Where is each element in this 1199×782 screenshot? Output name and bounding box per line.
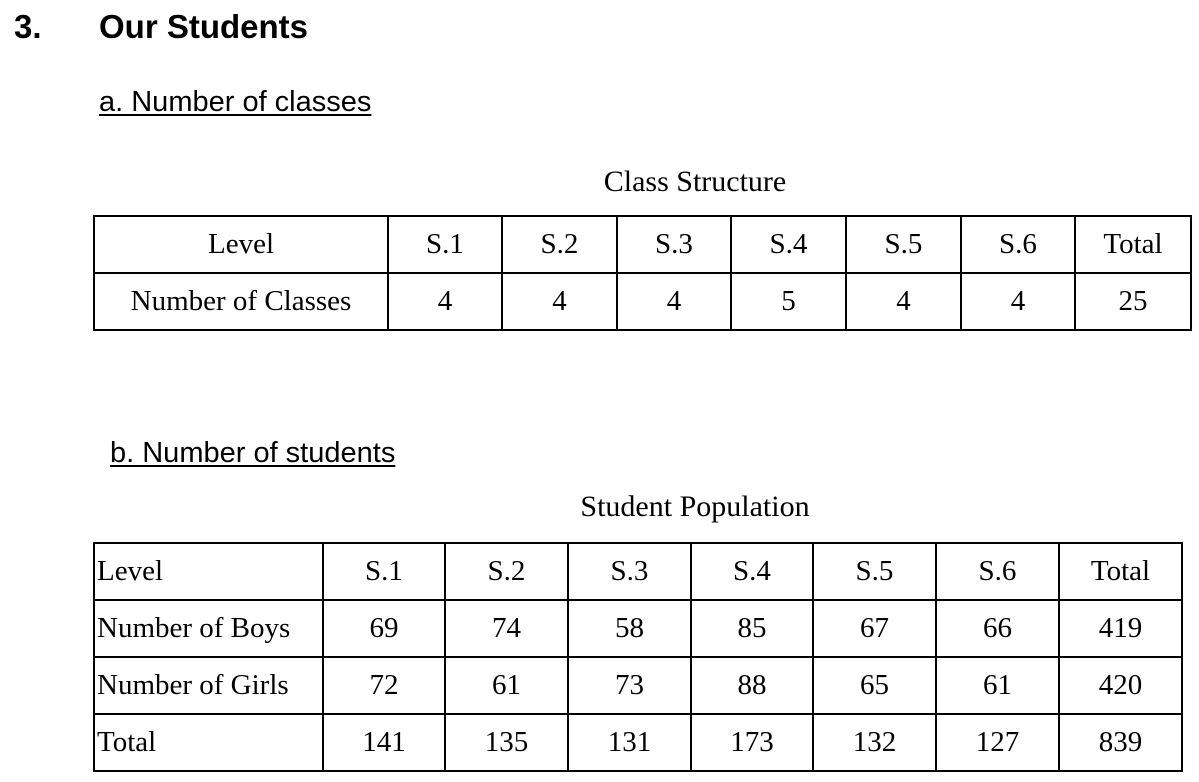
table-cell: 5 bbox=[731, 273, 846, 330]
table-cell: 4 bbox=[961, 273, 1075, 330]
header-cell: S.5 bbox=[846, 216, 961, 273]
table-cell: 4 bbox=[846, 273, 961, 330]
section-title: Our Students bbox=[99, 8, 309, 45]
table-cell: 72 bbox=[323, 657, 445, 714]
header-cell: S.5 bbox=[813, 543, 936, 600]
header-cell: S.4 bbox=[731, 216, 846, 273]
classes-heading: a. Number of classes bbox=[99, 86, 372, 118]
header-cell-total: Total bbox=[1075, 216, 1191, 273]
table-cell-total: 419 bbox=[1059, 600, 1182, 657]
classes-caption: Class Structure bbox=[603, 165, 787, 198]
student-population-table bbox=[93, 542, 1183, 772]
table-cell: 173 bbox=[691, 714, 813, 771]
section-number: 3. bbox=[14, 8, 42, 45]
table-cell: 67 bbox=[813, 600, 936, 657]
table-cell: 61 bbox=[936, 657, 1059, 714]
table-cell: 85 bbox=[691, 600, 813, 657]
table-cell: 4 bbox=[502, 273, 617, 330]
table-row bbox=[94, 273, 1191, 330]
table-header-row bbox=[94, 216, 1191, 273]
table-cell: 4 bbox=[617, 273, 731, 330]
table-cell: 58 bbox=[568, 600, 691, 657]
table-cell: 132 bbox=[813, 714, 936, 771]
students-caption: Student Population bbox=[580, 490, 810, 523]
header-cell: S.1 bbox=[388, 216, 502, 273]
header-cell-level: Level bbox=[94, 216, 388, 273]
header-cell: S.6 bbox=[936, 543, 1059, 600]
table-cell: 66 bbox=[936, 600, 1059, 657]
header-cell-level: Level bbox=[94, 543, 323, 600]
header-cell-total: Total bbox=[1059, 543, 1182, 600]
header-cell: S.2 bbox=[502, 216, 617, 273]
table-cell: 131 bbox=[568, 714, 691, 771]
table-cell-total: 839 bbox=[1059, 714, 1182, 771]
table-cell: 4 bbox=[388, 273, 502, 330]
row-label: Total bbox=[94, 714, 323, 771]
header-cell: S.3 bbox=[617, 216, 731, 273]
table-cell: 127 bbox=[936, 714, 1059, 771]
table-cell: 88 bbox=[691, 657, 813, 714]
table-cell: 135 bbox=[445, 714, 568, 771]
row-label: Number of Girls bbox=[94, 657, 323, 714]
table-cell: 65 bbox=[813, 657, 936, 714]
table-cell-total: 420 bbox=[1059, 657, 1182, 714]
header-cell: S.4 bbox=[691, 543, 813, 600]
row-label: Number of Boys bbox=[94, 600, 323, 657]
table-cell-total: 25 bbox=[1075, 273, 1191, 330]
table-cell: 74 bbox=[445, 600, 568, 657]
header-cell: S.1 bbox=[323, 543, 445, 600]
table-row bbox=[94, 600, 1182, 657]
class-structure-table bbox=[93, 215, 1192, 331]
table-cell: 69 bbox=[323, 600, 445, 657]
header-cell: S.2 bbox=[445, 543, 568, 600]
students-heading: b. Number of students bbox=[110, 437, 396, 469]
table-cell: 61 bbox=[445, 657, 568, 714]
header-cell: S.3 bbox=[568, 543, 691, 600]
table-header-row bbox=[94, 543, 1182, 600]
row-label: Number of Classes bbox=[94, 273, 388, 330]
table-row bbox=[94, 657, 1182, 714]
table-cell: 73 bbox=[568, 657, 691, 714]
table-cell: 141 bbox=[323, 714, 445, 771]
table-row bbox=[94, 714, 1182, 771]
header-cell: S.6 bbox=[961, 216, 1075, 273]
